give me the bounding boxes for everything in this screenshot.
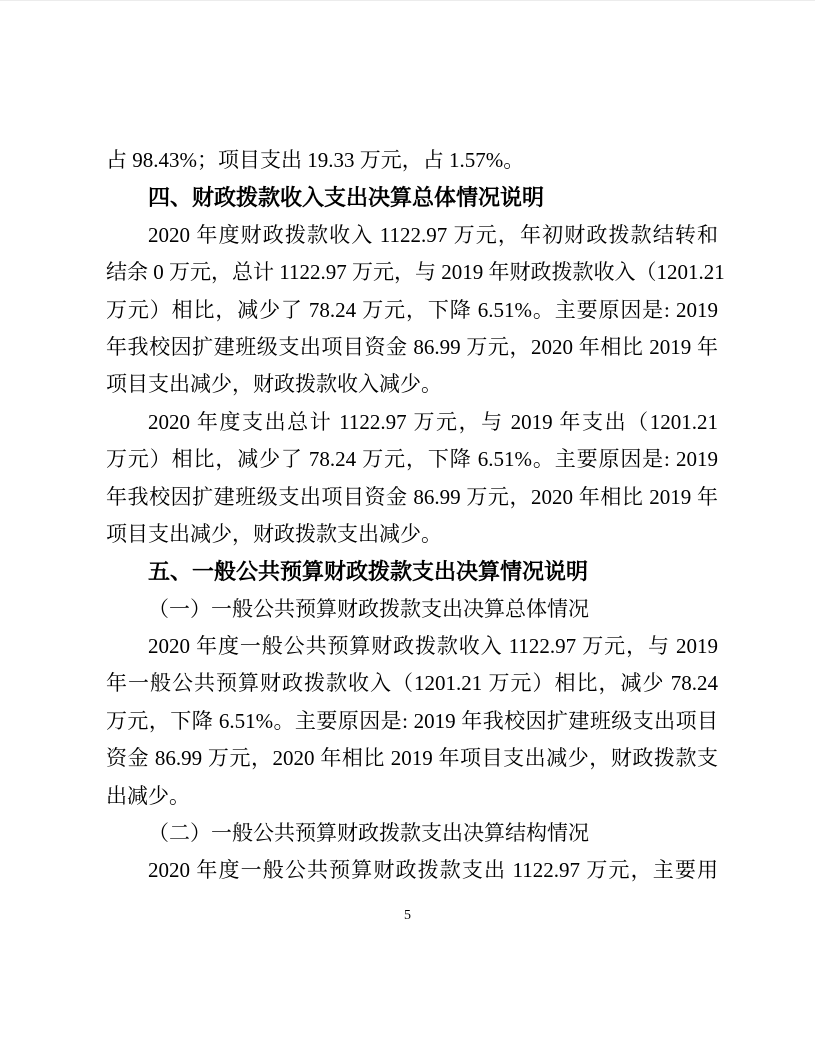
text-line: 项目支出减少，财政拨款支出减少。 xyxy=(106,521,442,546)
text-line: 万元）相比，减少了 78.24 万元，下降 6.51%。主要原因是: 2019 xyxy=(106,297,718,322)
text-line: 万元，下降 6.51%。主要原因是: 2019 年我校因扩建班级支出项目 xyxy=(106,708,718,733)
page-number: 5 xyxy=(404,908,411,923)
subheading-5-2: （二）一般公共预算财政拨款支出决算结构情况 xyxy=(148,821,589,846)
text-line: 年我校因扩建班级支出项目资金 86.99 万元，2020 年相比 2019 年 xyxy=(106,334,718,359)
text-line: 项目支出减少，财政拨款收入减少。 xyxy=(106,372,442,397)
subheading-5-1: （一）一般公共预算财政拨款支出决算总体情况 xyxy=(148,596,589,621)
text-line: 2020 年度一般公共预算财政拨款支出 1122.97 万元，主要用 xyxy=(148,858,718,883)
text-line: 万元）相比，减少了 78.24 万元，下降 6.51%。主要原因是: 2019 xyxy=(106,447,718,472)
heading-section-4: 四、财政拨款收入支出决算总体情况说明 xyxy=(148,185,545,211)
document-body xyxy=(106,142,725,890)
text-line: 年我校因扩建班级支出项目资金 86.99 万元，2020 年相比 2019 年 xyxy=(106,484,718,509)
text-line: 2020 年度支出总计 1122.97 万元，与 2019 年支出（1201.21 xyxy=(148,409,718,434)
text-line: 资金 86.99 万元，2020 年相比 2019 年项目支出减少，财政拨款支 xyxy=(106,746,718,771)
text-line: 年一般公共预算财政拨款收入（1201.21 万元）相比，减少 78.24 xyxy=(106,671,718,696)
heading-section-5: 五、一般公共预算财政拨款支出决算情况说明 xyxy=(148,559,589,585)
text-line: 2020 年度一般公共预算财政拨款收入 1122.97 万元，与 2019 xyxy=(148,634,718,659)
text-line: 2020 年度财政拨款收入 1122.97 万元，年初财政拨款结转和 xyxy=(148,222,718,247)
text-line: 结余 0 万元，总计 1122.97 万元，与 2019 年财政拨款收入（1201.21 xyxy=(106,260,725,285)
text-line: 出减少。 xyxy=(106,783,190,808)
text-line: 占 98.43%；项目支出 19.33 万元，占 1.57%。 xyxy=(106,148,525,172)
